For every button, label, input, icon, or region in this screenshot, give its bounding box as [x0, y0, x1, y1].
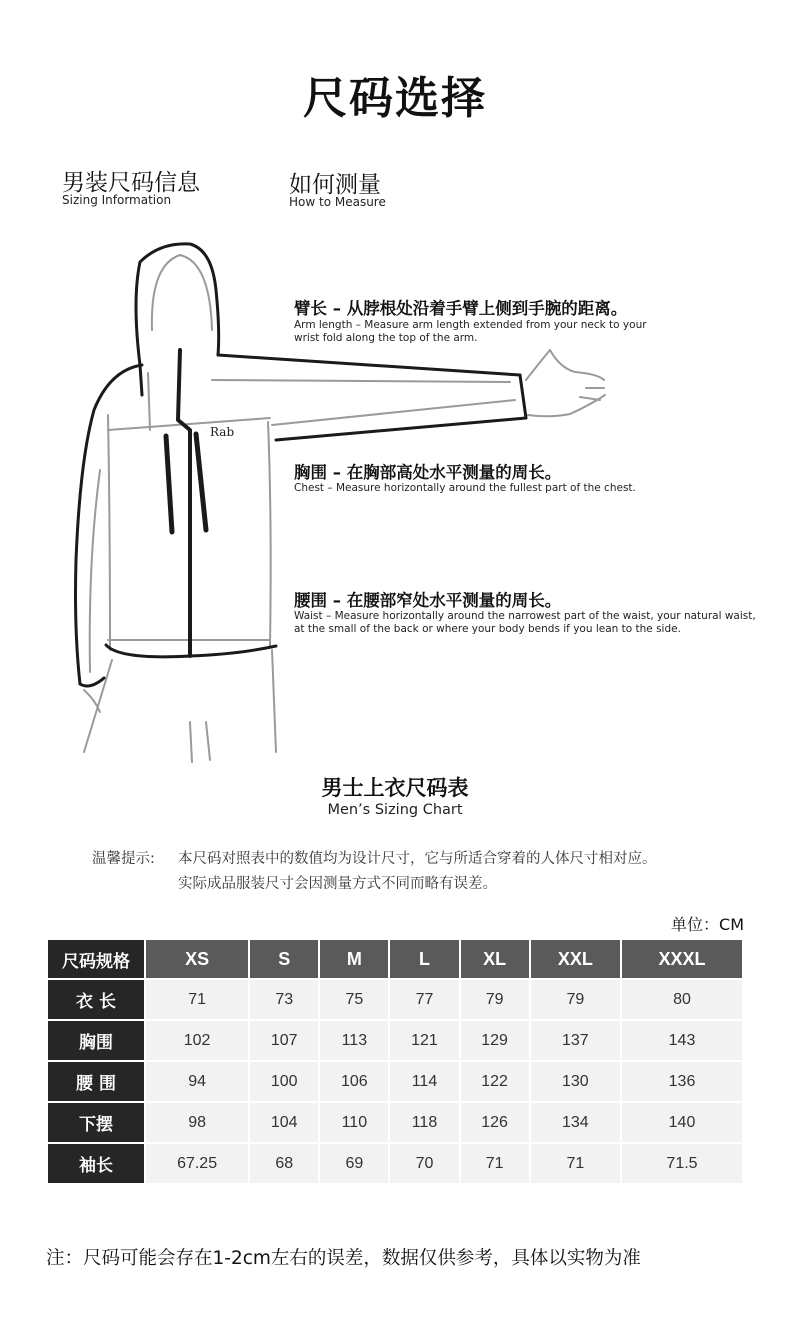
- page-title: 尺码选择: [303, 73, 487, 124]
- header-size: XL: [461, 940, 529, 978]
- tips-label: 温馨提示:: [92, 851, 155, 867]
- table-cell: 77: [390, 980, 458, 1019]
- row-label-waist: 腰 围: [48, 1062, 144, 1101]
- table-cell: 129: [461, 1021, 529, 1060]
- header-size-spec: 尺码规格: [48, 940, 144, 978]
- disclaimer-note: 注：尺码可能会存在1-2cm左右的误差，数据仅供参考，具体以实物为准: [46, 1248, 641, 1269]
- table-cell: 136: [622, 1062, 742, 1101]
- table-row: [48, 1103, 742, 1142]
- brand-logo: Rab: [210, 425, 235, 439]
- table-row: [48, 1021, 742, 1060]
- table-cell: 98: [146, 1103, 248, 1142]
- header-size: S: [250, 940, 318, 978]
- header-size: XXXL: [622, 940, 742, 978]
- how-to-measure-subheading: How to Measure: [289, 195, 386, 209]
- table-cell: 73: [250, 980, 318, 1019]
- table-cell: 75: [320, 980, 388, 1019]
- table-cell: 94: [146, 1062, 248, 1101]
- table-cell: 118: [390, 1103, 458, 1142]
- waist-desc-2: at the small of the back or where your body bends if you lean to the side.: [294, 623, 681, 635]
- table-cell: 71: [461, 1144, 529, 1183]
- sizing-info-heading: 男装尺码信息: [62, 170, 200, 196]
- table-row: [48, 1062, 742, 1101]
- row-label-sleeve: 袖长: [48, 1144, 144, 1183]
- arm-length-title: 臂长 – 从脖根处沿着手臂上侧到手腕的距离。: [294, 299, 628, 318]
- table-cell: 104: [250, 1103, 318, 1142]
- header-size: XXL: [531, 940, 620, 978]
- table-cell: 100: [250, 1062, 318, 1101]
- table-cell: 126: [461, 1103, 529, 1142]
- row-label-length: 衣 长: [48, 980, 144, 1019]
- sizing-info-subheading: Sizing Information: [62, 193, 172, 207]
- table-header-row: [48, 940, 742, 978]
- table-row: [48, 980, 742, 1019]
- table-cell: 71.5: [622, 1144, 742, 1183]
- table-cell: 71: [531, 1144, 620, 1183]
- table-cell: 130: [531, 1062, 620, 1101]
- chest-title: 胸围 – 在胸部高处水平测量的周长。: [294, 463, 562, 482]
- table-cell: 137: [531, 1021, 620, 1060]
- tips-line-1: 本尺码对照表中的数值均为设计尺寸，它与所适合穿着的人体尺寸相对应。: [178, 851, 657, 867]
- table-cell: 106: [320, 1062, 388, 1101]
- table-cell: 107: [250, 1021, 318, 1060]
- how-to-measure-heading: 如何测量: [289, 172, 381, 198]
- table-cell: 71: [146, 980, 248, 1019]
- chart-title: 男士上衣尺码表: [321, 776, 469, 800]
- size-table: [46, 938, 744, 1185]
- table-cell: 80: [622, 980, 742, 1019]
- table-cell: 79: [531, 980, 620, 1019]
- table-cell: 113: [320, 1021, 388, 1060]
- unit-label: 单位：CM: [671, 915, 744, 934]
- table-cell: 110: [320, 1103, 388, 1142]
- row-label-chest: 胸围: [48, 1021, 144, 1060]
- table-cell: 122: [461, 1062, 529, 1101]
- table-cell: 140: [622, 1103, 742, 1142]
- chart-subtitle: Men’s Sizing Chart: [327, 802, 463, 818]
- table-cell: 102: [146, 1021, 248, 1060]
- chest-desc: Chest – Measure horizontally around the fullest part of the chest.: [294, 482, 636, 494]
- table-cell: 68: [250, 1144, 318, 1183]
- waist-desc-1: Waist – Measure horizontally around the narrowest part of the waist, your natural waist,: [294, 610, 756, 622]
- table-cell: 114: [390, 1062, 458, 1101]
- header-size: XS: [146, 940, 248, 978]
- arm-length-desc-2: wrist fold along the top of the arm.: [294, 332, 478, 344]
- table-cell: 70: [390, 1144, 458, 1183]
- table-cell: 134: [531, 1103, 620, 1142]
- table-cell: 121: [390, 1021, 458, 1060]
- waist-title: 腰围 – 在腰部窄处水平测量的周长。: [294, 591, 562, 610]
- table-cell: 67.25: [146, 1144, 248, 1183]
- header-size: L: [390, 940, 458, 978]
- table-cell: 69: [320, 1144, 388, 1183]
- tips-line-2: 实际成品服装尺寸会因测量方式不同而略有误差。: [178, 876, 497, 892]
- arm-length-desc-1: Arm length – Measure arm length extended from your neck to your: [294, 319, 647, 331]
- header-size: M: [320, 940, 388, 978]
- table-row: [48, 1144, 742, 1183]
- table-cell: 143: [622, 1021, 742, 1060]
- row-label-hem: 下摆: [48, 1103, 144, 1142]
- table-cell: 79: [461, 980, 529, 1019]
